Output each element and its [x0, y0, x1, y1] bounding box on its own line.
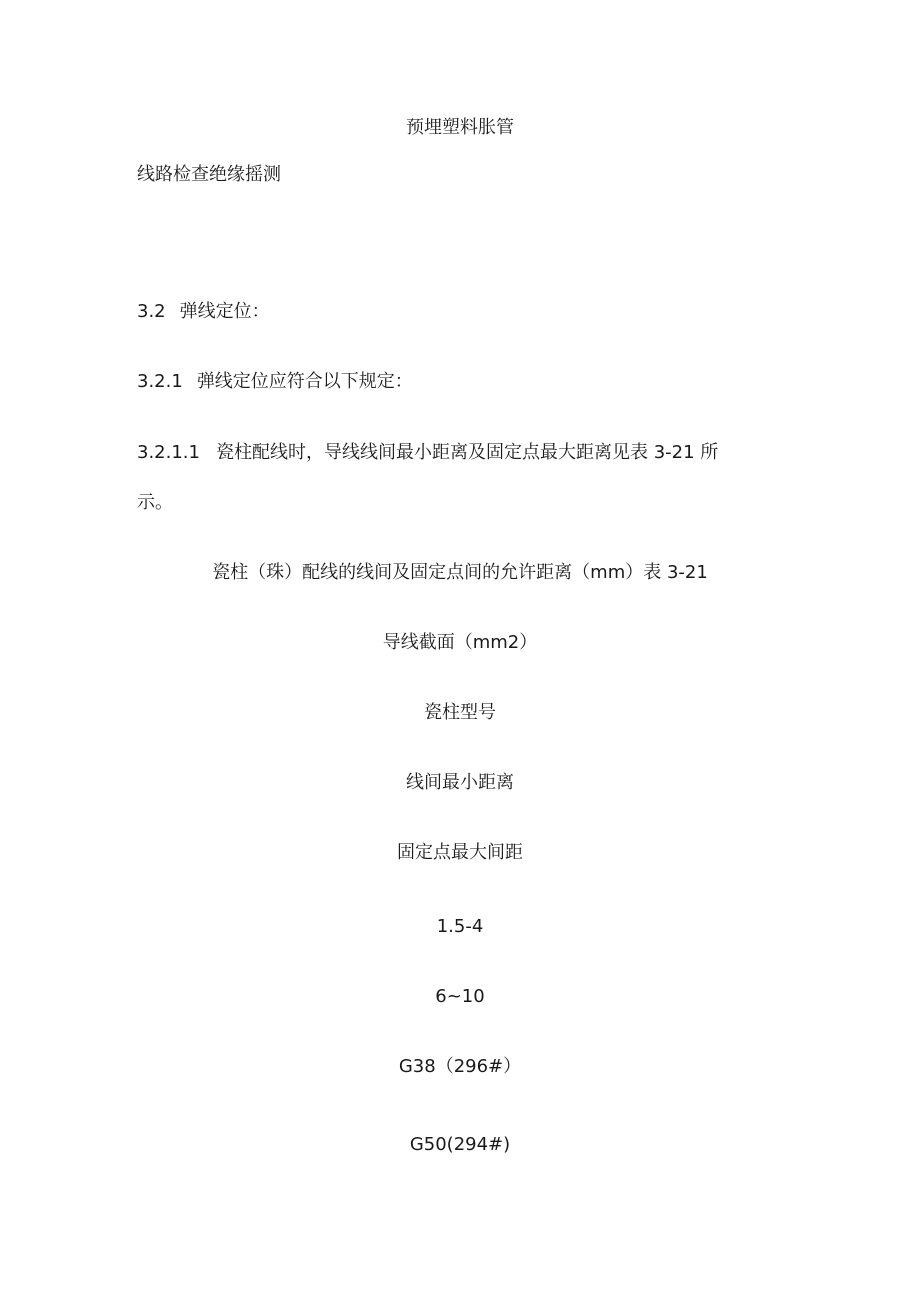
table-caption: 瓷柱（珠）配线的线间及固定点间的允许距离（mm）表 3-21 [212, 562, 708, 583]
table-header-cell: 固定点最大间距 [397, 842, 523, 863]
section-title: 弹线定位： [179, 301, 270, 322]
flow-step-text: 线路检查绝缘摇测 [137, 164, 281, 185]
table-header-cell: 导线截面（mm2） [382, 632, 538, 653]
section-3-2-1-1-paragraph-line1 [137, 441, 718, 465]
table-cell: 6~10 [435, 986, 485, 1007]
table-cell: G38（296#） [398, 1056, 522, 1077]
table-header-cell: 瓷柱型号 [424, 702, 496, 723]
section-number: 3.2.1 [137, 371, 183, 392]
top-label: 预埋塑料胀管 [406, 117, 514, 138]
paragraph-text: 瓷柱配线时，导线线间最小距离及固定点最大距离见表 3-21 所 [215, 442, 719, 463]
section-3-2-1-1-paragraph-line2: 示。 [137, 492, 173, 513]
section-3-2-heading [137, 300, 270, 324]
section-3-2-1-heading [137, 370, 413, 394]
table-cell: 1.5-4 [436, 916, 484, 937]
table-header-cell: 线间最小距离 [406, 772, 514, 793]
section-title: 弹线定位应符合以下规定： [196, 371, 413, 392]
section-number: 3.2 [137, 301, 166, 322]
section-number: 3.2.1.1 [137, 442, 200, 463]
table-cell: G50(294#) [409, 1134, 511, 1155]
